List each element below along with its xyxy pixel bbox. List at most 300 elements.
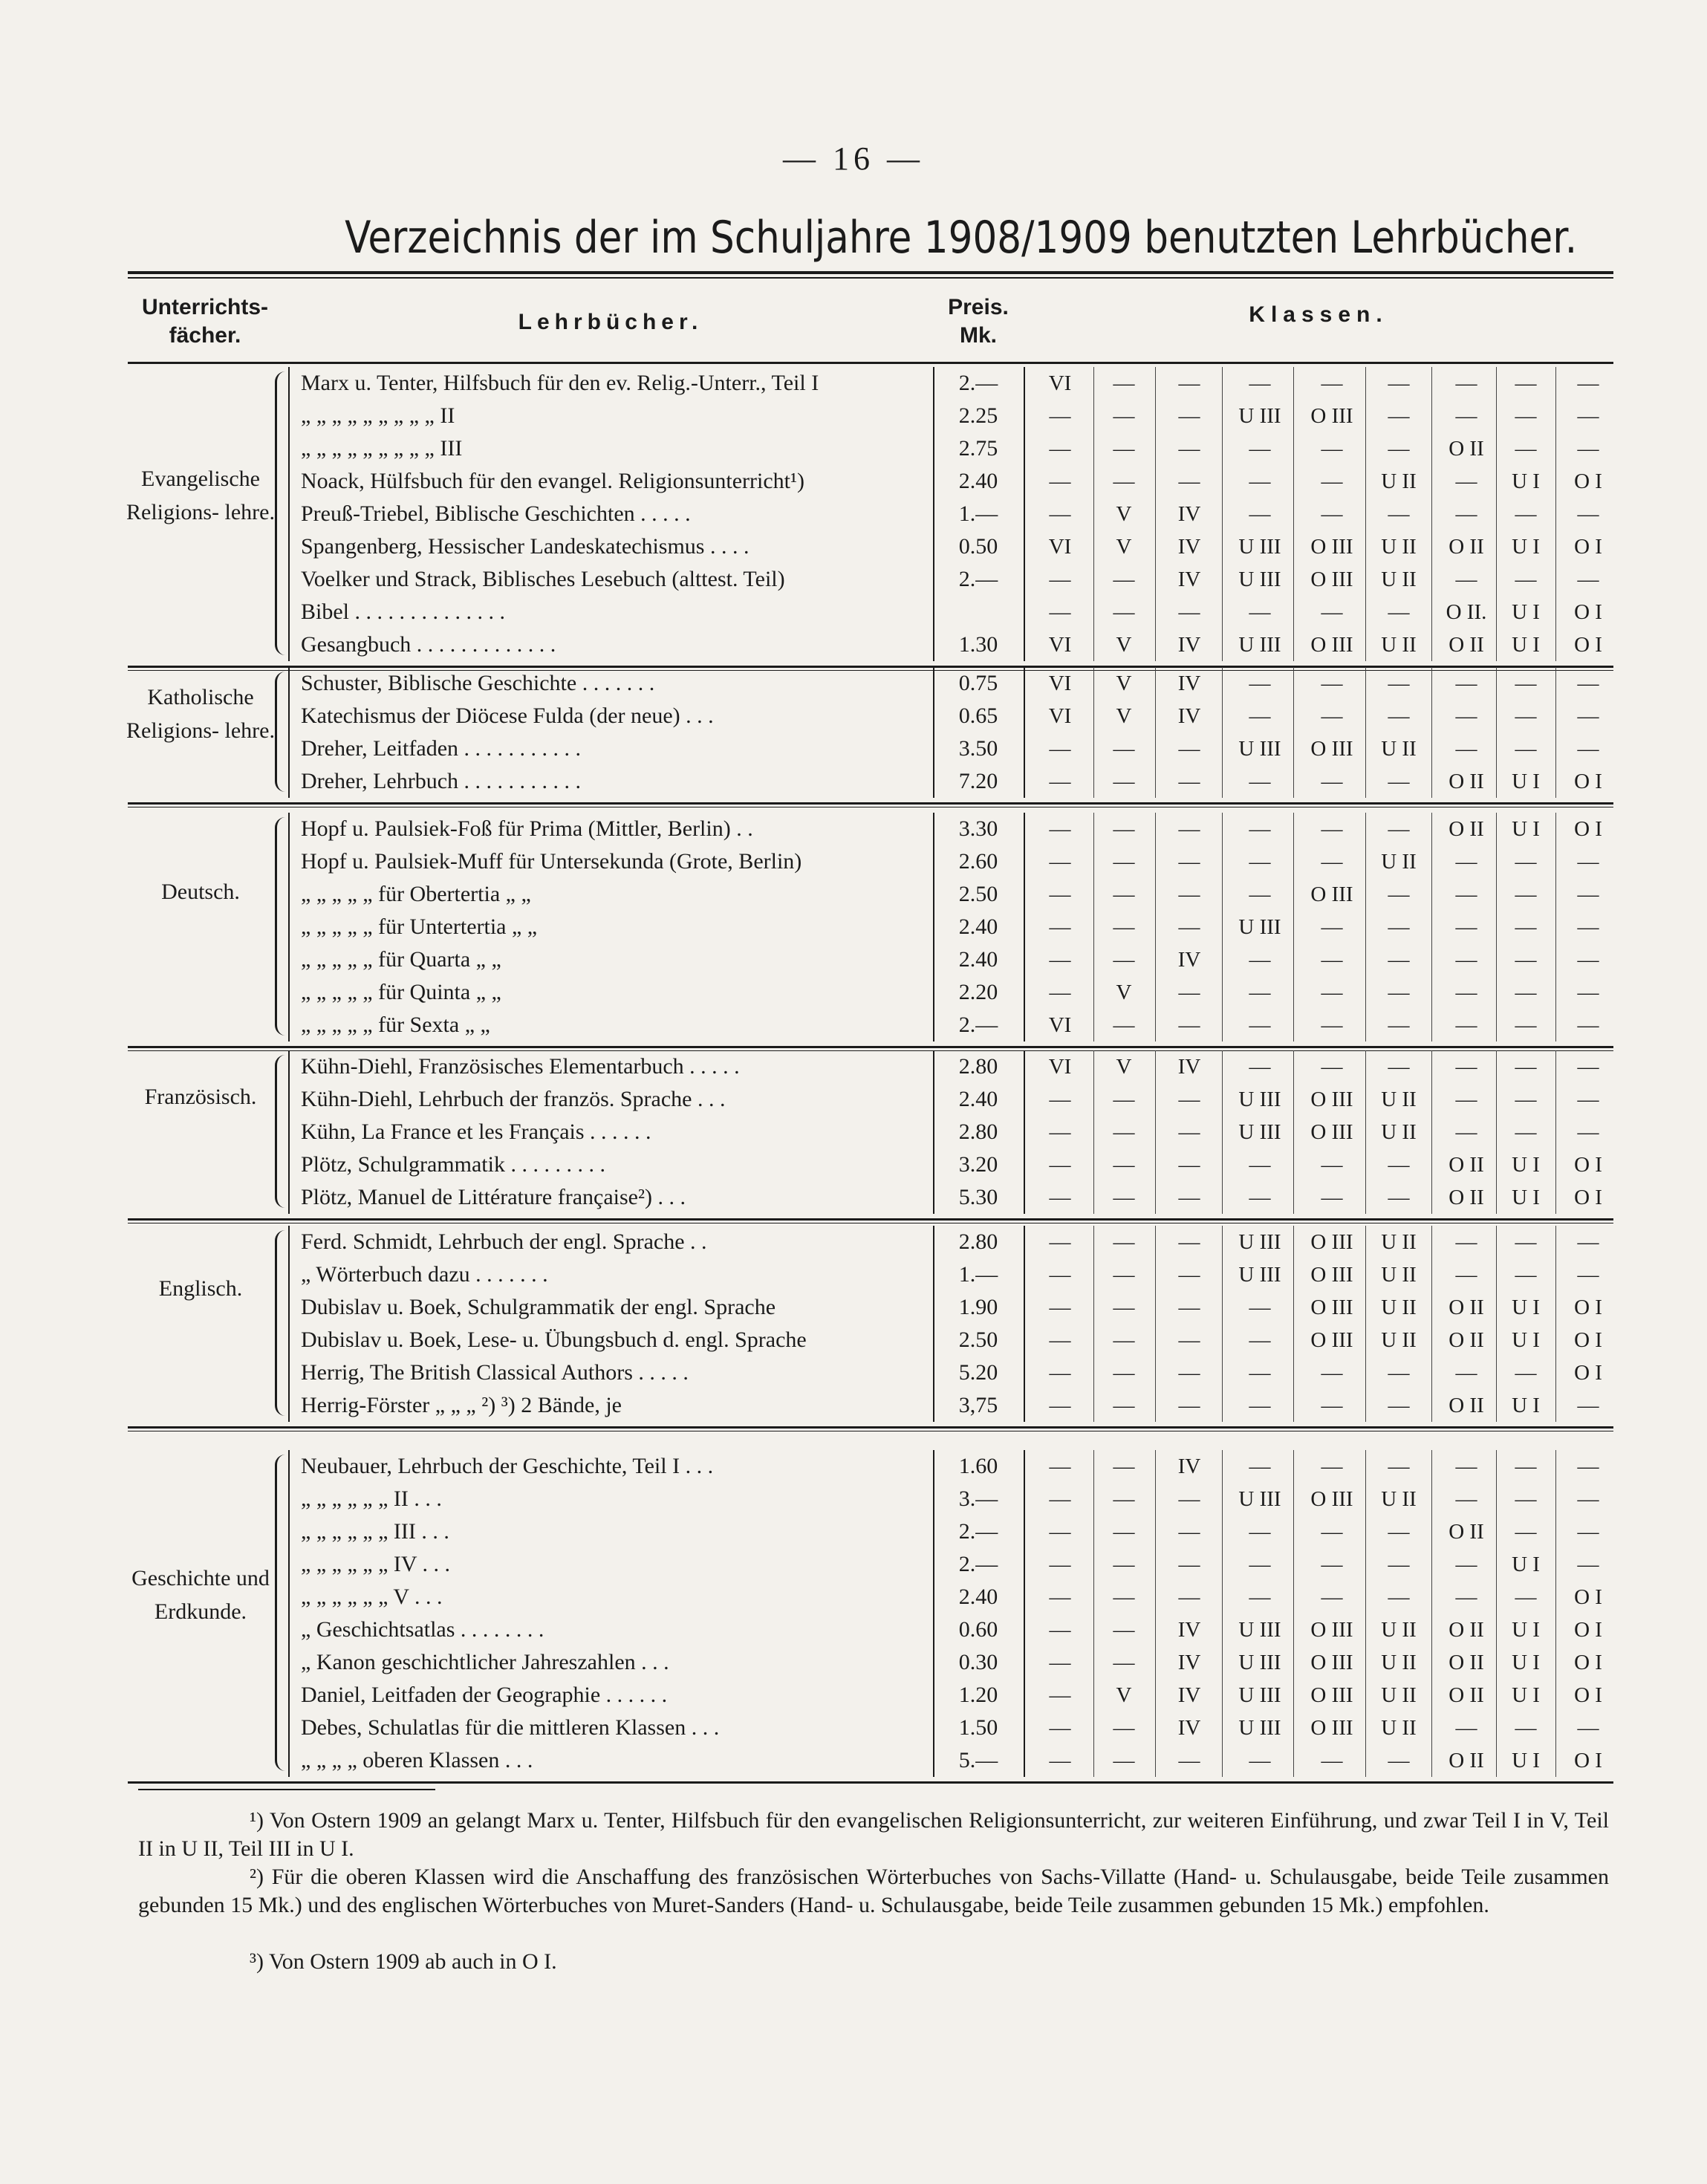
- class-cell: U I: [1512, 817, 1540, 841]
- class-cell: —: [1515, 502, 1537, 526]
- class-cell: —: [1577, 502, 1599, 526]
- class-cell: —: [1178, 1749, 1200, 1772]
- class-cell: IV: [1177, 704, 1201, 728]
- class-cell: —: [1388, 1455, 1410, 1478]
- class-cell: —: [1515, 568, 1537, 591]
- subject-label: Geschichte und Erdkunde.: [131, 1566, 270, 1624]
- class-cell: V: [1116, 1683, 1132, 1707]
- class-cell: —: [1321, 437, 1343, 461]
- class-cell: U III: [1238, 1716, 1281, 1740]
- class-cell: O III: [1310, 1651, 1353, 1674]
- class-cell: —: [1321, 1585, 1343, 1609]
- class-cell: U II: [1381, 469, 1417, 493]
- book-price: 1.50: [958, 1715, 998, 1740]
- class-cell: —: [1388, 404, 1410, 428]
- class-cell: —: [1515, 850, 1537, 874]
- class-cell: —: [1113, 1013, 1135, 1037]
- book-price: 1.—: [958, 1262, 998, 1287]
- class-cell: —: [1388, 948, 1410, 972]
- class-cell: —: [1515, 704, 1537, 728]
- book-price: 1.90: [958, 1295, 998, 1319]
- class-cell: V: [1116, 672, 1132, 695]
- books-left-rule: [288, 1226, 290, 1422]
- book-price: 2.—: [958, 567, 998, 591]
- price-left-rule: [933, 1450, 934, 1777]
- class-cell: U II: [1381, 1230, 1417, 1254]
- header-bottom-rule: [128, 362, 1613, 364]
- class-cell: —: [1321, 1361, 1343, 1385]
- book-price: 1.—: [958, 501, 998, 526]
- class-cell: O III: [1310, 1263, 1353, 1287]
- class-cell: —: [1178, 1585, 1200, 1609]
- class-cell: IV: [1177, 1651, 1201, 1674]
- class-cell: VI: [1048, 1055, 1072, 1079]
- subject-label: Deutsch.: [161, 880, 240, 904]
- subject-label: Französisch.: [144, 1085, 257, 1109]
- class-cell: —: [1577, 704, 1599, 728]
- class-cell: IV: [1177, 633, 1201, 657]
- class-cell: —: [1388, 770, 1410, 793]
- class-cell: —: [1321, 1013, 1343, 1037]
- class-cell: —: [1455, 672, 1477, 695]
- class-cell: U II: [1381, 1328, 1417, 1352]
- class-cell: —: [1388, 704, 1410, 728]
- book-price: 2.40: [958, 1087, 998, 1111]
- class-cell: —: [1515, 404, 1537, 428]
- book-title: Daniel, Leitfaden der Geographie . . . . . .: [301, 1683, 668, 1707]
- class-cell: —: [1049, 1263, 1071, 1287]
- book-title: Neubauer, Lehrbuch der Geschichte, Teil I . . .: [301, 1454, 714, 1478]
- class-cell: —: [1113, 371, 1135, 395]
- class-cell: —: [1178, 1013, 1200, 1037]
- class-cell: O I: [1574, 770, 1602, 793]
- class-cell: —: [1249, 1186, 1271, 1209]
- book-title: „ „ „ „ „ für Obertertia „ „: [301, 882, 531, 906]
- class-cell: —: [1178, 1088, 1200, 1111]
- class-cell: —: [1321, 1455, 1343, 1478]
- class-cell: —: [1455, 1553, 1477, 1576]
- book-title: „ Wörterbuch dazu . . . . . . .: [301, 1262, 548, 1287]
- book-title: Preuß-Triebel, Biblische Geschichten . . . . .: [301, 501, 691, 526]
- class-cell: U I: [1512, 1553, 1540, 1576]
- class-cell: U III: [1238, 568, 1281, 591]
- class-cell: U II: [1381, 850, 1417, 874]
- books-left-rule: [288, 1450, 290, 1777]
- class-cell: —: [1113, 1120, 1135, 1144]
- class-cell: —: [1455, 850, 1477, 874]
- class-cell: —: [1249, 948, 1271, 972]
- header-books: Lehrbücher.: [518, 310, 703, 334]
- class-cell: —: [1577, 1055, 1599, 1079]
- class-cell: —: [1455, 1055, 1477, 1079]
- class-cell: VI: [1048, 535, 1072, 559]
- book-price: 0.75: [958, 671, 998, 695]
- class-cell: O III: [1310, 1487, 1353, 1511]
- book-title: „ Kanon geschichtlicher Jahreszahlen . . .: [301, 1650, 669, 1674]
- class-cell: —: [1577, 1487, 1599, 1511]
- class-cell: O I: [1574, 535, 1602, 559]
- book-price: 0.60: [958, 1617, 998, 1642]
- books-left-rule: [288, 813, 290, 1041]
- class-cell: —: [1113, 1088, 1135, 1111]
- class-cell: —: [1455, 1230, 1477, 1254]
- class-cell: —: [1515, 915, 1537, 939]
- class-cell: —: [1388, 437, 1410, 461]
- class-cell: —: [1515, 1230, 1537, 1254]
- subject-brace: [275, 1455, 293, 1771]
- class-cell: —: [1178, 1553, 1200, 1576]
- class-cell: —: [1249, 817, 1271, 841]
- class-cell: —: [1178, 1296, 1200, 1319]
- class-cell: —: [1249, 1153, 1271, 1177]
- class-cell: O II: [1448, 770, 1484, 793]
- book-price: 0.30: [958, 1650, 998, 1674]
- class-cell: —: [1321, 850, 1343, 874]
- book-price: 2.60: [958, 849, 998, 874]
- footnote-3: ³) Von Ostern 1909 ab auch in O I.: [250, 1949, 557, 1974]
- class-cell: —: [1515, 1361, 1537, 1385]
- book-price: 2.40: [958, 1585, 998, 1609]
- book-title: Plötz, Schulgrammatik . . . . . . . . .: [301, 1152, 605, 1177]
- book-title: „ „ „ „ „ „ V . . .: [301, 1585, 443, 1609]
- class-cell: —: [1249, 1013, 1271, 1037]
- header-price: Preis. Mk.: [948, 295, 1009, 348]
- class-cell: —: [1388, 1394, 1410, 1417]
- book-price: 2.20: [958, 980, 998, 1004]
- subject-label: Evangelische Religions- lehre.: [126, 467, 275, 524]
- class-cell: —: [1388, 672, 1410, 695]
- book-title: „ „ „ „ oberen Klassen . . .: [301, 1748, 533, 1772]
- class-cell: —: [1113, 770, 1135, 793]
- page-number: — 16 —: [783, 140, 924, 177]
- class-cell: U III: [1238, 737, 1281, 761]
- class-cell: —: [1388, 817, 1410, 841]
- class-cell: —: [1388, 981, 1410, 1004]
- class-cell: IV: [1177, 672, 1201, 695]
- class-cell: —: [1577, 1716, 1599, 1740]
- book-price: 1.30: [958, 632, 998, 657]
- book-title: Dreher, Lehrbuch . . . . . . . . . . .: [301, 769, 582, 793]
- class-cell: O II: [1448, 1328, 1484, 1352]
- class-cell: —: [1249, 502, 1271, 526]
- group-separator-rule: [128, 1426, 1613, 1429]
- class-cell: U I: [1512, 1651, 1540, 1674]
- price-left-rule: [933, 1050, 934, 1214]
- class-cell: —: [1178, 469, 1200, 493]
- class-cell: IV: [1177, 1618, 1201, 1642]
- class-cell: —: [1249, 1361, 1271, 1385]
- class-cell: V: [1116, 535, 1132, 559]
- class-cell: —: [1515, 1055, 1537, 1079]
- class-cell: —: [1455, 948, 1477, 972]
- class-cell: —: [1049, 1487, 1071, 1511]
- class-cell: —: [1515, 1013, 1537, 1037]
- class-cell: —: [1178, 404, 1200, 428]
- class-cell: —: [1455, 1716, 1477, 1740]
- class-cell: U III: [1238, 633, 1281, 657]
- book-price: 3.—: [958, 1486, 998, 1511]
- class-cell: O I: [1574, 1361, 1602, 1385]
- class-cell: —: [1178, 1328, 1200, 1352]
- class-cell: —: [1455, 502, 1477, 526]
- book-price: 3.20: [958, 1152, 998, 1177]
- book-title: Kühn-Diehl, Französisches Elementarbuch . . . . .: [301, 1054, 740, 1079]
- book-price: 0.65: [958, 703, 998, 728]
- class-cell: U I: [1512, 1186, 1540, 1209]
- book-title: Hopf u. Paulsiek-Muff für Untersekunda (Grote, Berlin): [301, 849, 802, 874]
- class-cell: —: [1178, 1153, 1200, 1177]
- class-cell: —: [1321, 371, 1343, 395]
- book-price: 2.75: [958, 436, 998, 461]
- group-separator-rule: [128, 1218, 1613, 1221]
- class-cell: —: [1178, 1520, 1200, 1544]
- class-cell: IV: [1177, 948, 1201, 972]
- class-cell: —: [1249, 469, 1271, 493]
- book-price: 5.20: [958, 1360, 998, 1385]
- class-cell: —: [1178, 1394, 1200, 1417]
- class-cell: U I: [1512, 1153, 1540, 1177]
- class-cell: —: [1113, 1328, 1135, 1352]
- class-cell: O III: [1310, 737, 1353, 761]
- class-cell: —: [1388, 1520, 1410, 1544]
- book-title: „ „ „ „ „ „ „ „ „ III: [301, 436, 463, 461]
- class-cell: O III: [1310, 1716, 1353, 1740]
- book-price: 2.40: [958, 914, 998, 939]
- book-price: 2.—: [958, 1519, 998, 1544]
- book-price: 3,75: [958, 1393, 998, 1417]
- class-cell: —: [1455, 981, 1477, 1004]
- class-cell: —: [1515, 1455, 1537, 1478]
- class-cell: —: [1321, 915, 1343, 939]
- class-cell: —: [1113, 1455, 1135, 1478]
- class-cell: U III: [1238, 1651, 1281, 1674]
- class-cell: U II: [1381, 1487, 1417, 1511]
- class-cell: —: [1178, 883, 1200, 906]
- class-cell: VI: [1048, 672, 1072, 695]
- class-cell: —: [1388, 1749, 1410, 1772]
- class-cell: —: [1455, 1455, 1477, 1478]
- class-cell: —: [1249, 770, 1271, 793]
- book-title: „ „ „ „ „ „ „ „ „ II: [301, 403, 455, 428]
- class-cell: O II: [1448, 1153, 1484, 1177]
- class-cell: —: [1249, 1585, 1271, 1609]
- class-cell: U I: [1512, 1683, 1540, 1707]
- class-cell: V: [1116, 981, 1132, 1004]
- book-price: 2.80: [958, 1054, 998, 1079]
- class-cell: O I: [1574, 1585, 1602, 1609]
- header-classes: Klassen.: [1249, 302, 1388, 327]
- class-cell: —: [1049, 737, 1071, 761]
- book-price: 5.—: [958, 1748, 998, 1772]
- class-cell: —: [1049, 1361, 1071, 1385]
- class-cell: —: [1577, 915, 1599, 939]
- class-cell: —: [1049, 915, 1071, 939]
- class-cell: —: [1049, 1186, 1071, 1209]
- class-cell: U II: [1381, 1088, 1417, 1111]
- class-cell: U I: [1512, 1328, 1540, 1352]
- book-title: „ „ „ „ „ für Quinta „ „: [301, 980, 501, 1004]
- class-cell: —: [1321, 1153, 1343, 1177]
- class-cell: O I: [1574, 469, 1602, 493]
- class-cell: —: [1515, 437, 1537, 461]
- class-cell: —: [1321, 1055, 1343, 1079]
- class-cell: U I: [1512, 1749, 1540, 1772]
- class-cell: —: [1113, 1520, 1135, 1544]
- class-cell: U III: [1238, 1263, 1281, 1287]
- class-cell: O III: [1310, 535, 1353, 559]
- class-cell: O III: [1310, 883, 1353, 906]
- class-cell: U II: [1381, 737, 1417, 761]
- class-cell: U I: [1512, 469, 1540, 493]
- price-left-rule: [933, 813, 934, 1041]
- class-cell: O II: [1448, 1186, 1484, 1209]
- class-cell: U II: [1381, 1716, 1417, 1740]
- class-cell: —: [1178, 817, 1200, 841]
- class-cell: —: [1515, 981, 1537, 1004]
- class-cell: —: [1178, 600, 1200, 624]
- class-cell: VI: [1048, 1013, 1072, 1037]
- subject-brace: [275, 1230, 293, 1416]
- class-cell: O III: [1310, 1088, 1353, 1111]
- class-cell: —: [1388, 371, 1410, 395]
- class-cell: —: [1113, 1487, 1135, 1511]
- class-cell: —: [1049, 600, 1071, 624]
- class-cell: —: [1049, 1455, 1071, 1478]
- footnote-1: ¹) Von Ostern 1909 an gelangt Marx u. Tenter, Hilfsbuch für den evangelischen Religionsunterricht, zur weiteren Einführung, und zwar Teil I in V, Teil II in U II, Teil III in U I.: [138, 1808, 1609, 1861]
- class-cell: O III: [1310, 1120, 1353, 1144]
- book-title: Hopf u. Paulsiek-Foß für Prima (Mittler, Berlin) . .: [301, 816, 753, 841]
- class-cell: U II: [1381, 1683, 1417, 1707]
- class-cell: U I: [1512, 770, 1540, 793]
- class-cell: U I: [1512, 1296, 1540, 1319]
- class-cell: —: [1113, 404, 1135, 428]
- class-cell: —: [1049, 404, 1071, 428]
- book-price: 2.40: [958, 947, 998, 972]
- class-cell: O I: [1574, 600, 1602, 624]
- book-price: 2.50: [958, 1327, 998, 1352]
- class-cell: U II: [1381, 633, 1417, 657]
- class-cell: —: [1178, 1120, 1200, 1144]
- class-cell: —: [1113, 1186, 1135, 1209]
- class-cell: O III: [1310, 1230, 1353, 1254]
- subject-brace: [275, 817, 293, 1036]
- class-cell: IV: [1177, 1716, 1201, 1740]
- class-cell: —: [1455, 704, 1477, 728]
- class-cell: —: [1049, 1120, 1071, 1144]
- book-price: 2.25: [958, 403, 998, 428]
- class-cell: —: [1113, 1716, 1135, 1740]
- class-cell: —: [1049, 1230, 1071, 1254]
- class-cell: —: [1515, 737, 1537, 761]
- class-cell: U II: [1381, 1618, 1417, 1642]
- class-cell: —: [1321, 1749, 1343, 1772]
- class-cell: —: [1249, 437, 1271, 461]
- class-cell: O III: [1310, 1618, 1353, 1642]
- class-cell: —: [1515, 883, 1537, 906]
- class-cell: —: [1049, 469, 1071, 493]
- class-cell: —: [1388, 600, 1410, 624]
- class-cell: —: [1049, 948, 1071, 972]
- class-cell: —: [1455, 1263, 1477, 1287]
- table-top-rule-thin: [128, 277, 1613, 279]
- class-cell: —: [1249, 981, 1271, 1004]
- class-cell: U II: [1381, 1651, 1417, 1674]
- book-price: 2.80: [958, 1229, 998, 1254]
- class-cell: —: [1249, 1328, 1271, 1352]
- book-title: Gesangbuch . . . . . . . . . . . . .: [301, 632, 556, 657]
- class-cell: —: [1321, 704, 1343, 728]
- class-cell: O II: [1448, 1394, 1484, 1417]
- class-cell: —: [1455, 1487, 1477, 1511]
- book-price: 7.20: [958, 769, 998, 793]
- class-cell: IV: [1177, 535, 1201, 559]
- book-title: Dubislav u. Boek, Schulgrammatik der engl. Sprache: [301, 1295, 776, 1319]
- class-cell: O II: [1448, 1749, 1484, 1772]
- class-cell: —: [1113, 817, 1135, 841]
- book-title: Schuster, Biblische Geschichte . . . . . . .: [301, 671, 655, 695]
- class-cell: —: [1388, 1055, 1410, 1079]
- class-cell: U III: [1238, 535, 1281, 559]
- class-cell: —: [1321, 817, 1343, 841]
- class-cell: O I: [1574, 1651, 1602, 1674]
- class-cell: —: [1455, 883, 1477, 906]
- class-cell: O I: [1574, 1683, 1602, 1707]
- book-price: 1.20: [958, 1683, 998, 1707]
- class-cell: —: [1577, 1263, 1599, 1287]
- class-cell: O I: [1574, 1749, 1602, 1772]
- class-cell: —: [1249, 371, 1271, 395]
- class-cell: —: [1049, 437, 1071, 461]
- class-cell: O III: [1310, 1683, 1353, 1707]
- class-cell: —: [1049, 1328, 1071, 1352]
- class-cell: —: [1113, 1749, 1135, 1772]
- class-cell: —: [1455, 404, 1477, 428]
- class-cell: —: [1249, 1520, 1271, 1544]
- class-cell: —: [1249, 600, 1271, 624]
- book-title: Voelker und Strack, Biblisches Lesebuch (alttest. Teil): [301, 567, 785, 591]
- class-cell: —: [1321, 469, 1343, 493]
- subject-brace: [275, 1055, 293, 1208]
- book-title: „ „ „ „ „ für Sexta „ „: [301, 1013, 490, 1037]
- class-cell: O II: [1448, 1651, 1484, 1674]
- class-cell: —: [1321, 948, 1343, 972]
- class-cell: IV: [1177, 1055, 1201, 1079]
- class-cell: —: [1577, 437, 1599, 461]
- class-cell: O I: [1574, 1186, 1602, 1209]
- class-cell: U I: [1512, 633, 1540, 657]
- class-cell: —: [1178, 1186, 1200, 1209]
- book-title: Kühn, La France et les Français . . . . . .: [301, 1119, 651, 1144]
- class-cell: —: [1515, 1585, 1537, 1609]
- book-title: „ „ „ „ „ „ II . . .: [301, 1486, 442, 1511]
- class-cell: V: [1116, 704, 1132, 728]
- class-cell: —: [1049, 1296, 1071, 1319]
- class-cell: —: [1455, 737, 1477, 761]
- class-cell: —: [1049, 1749, 1071, 1772]
- book-title: „ „ „ „ „ „ III . . .: [301, 1519, 449, 1544]
- class-cell: U III: [1238, 1683, 1281, 1707]
- book-title: Dubislav u. Boek, Lese- u. Übungsbuch d. engl. Sprache: [301, 1327, 807, 1352]
- class-cell: U III: [1238, 1230, 1281, 1254]
- class-cell: —: [1249, 850, 1271, 874]
- class-cell: O II: [1448, 437, 1484, 461]
- class-cell: —: [1049, 502, 1071, 526]
- class-cell: —: [1577, 850, 1599, 874]
- class-cell: —: [1178, 437, 1200, 461]
- class-cell: —: [1515, 672, 1537, 695]
- book-price: 2.50: [958, 882, 998, 906]
- class-cell: —: [1113, 1651, 1135, 1674]
